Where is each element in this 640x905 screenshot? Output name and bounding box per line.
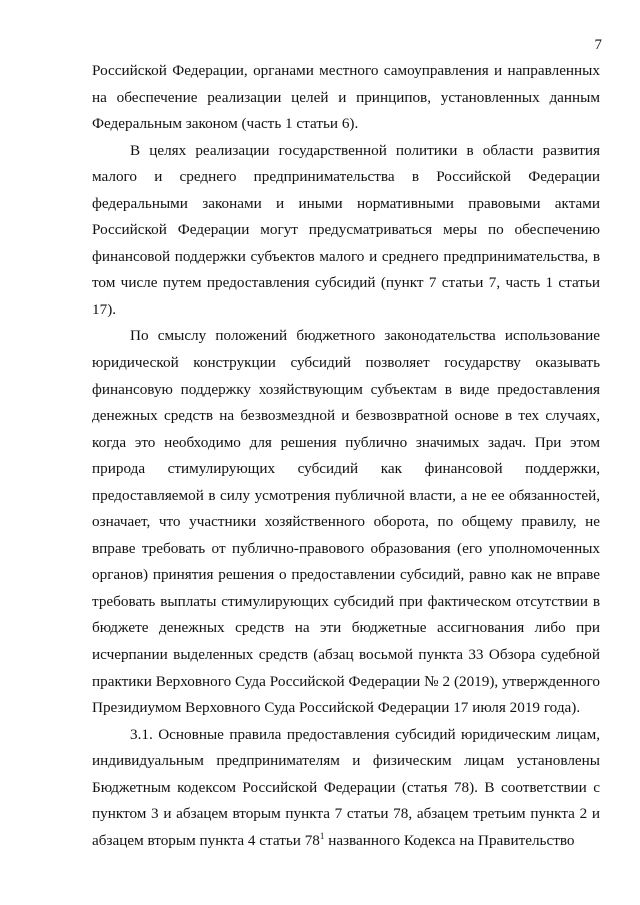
superscript-article-index: 1 bbox=[319, 830, 325, 841]
paragraph-4-text-end: названного Кодекса на Правительство bbox=[324, 831, 575, 849]
paragraph-4 bbox=[92, 722, 600, 855]
paragraph-4-text-start: 3.1. Основные правила предоставления субсидий юридическим лицам, индивидуальным предпринимателям и физическим лицам установлены Бюджетным кодексом Российской Федерации (статья 78). В соответствии с пунктом 3 и абзацем вторым пункта 7 статьи 78, абзацем третьим пункта 2 и абзацем вторым пункта 4 статьи 78 bbox=[92, 725, 600, 849]
document-body bbox=[92, 58, 600, 854]
paragraph-1: Российской Федерации, органами местного самоуправления и направленных на обеспечение реализации целей и принципов, установленных данным Федеральным законом (часть 1 статьи 6). bbox=[92, 62, 600, 133]
paragraph-2: В целях реализации государственной политики в области развития малого и среднего предпринимательства в Российской Федерации федеральными законами и иными нормативными правовыми актами Российской Федерации могут предусматриваться меры по обеспечению финансовой поддержки субъектов малого и среднего предпринимательства, в том числе путем предоставления субсидий (пункт 7 статьи 7, часть 1 статьи 17). bbox=[92, 141, 600, 318]
page-number: 7 bbox=[594, 37, 602, 53]
paragraph-3: По смыслу положений бюджетного законодательства использование юридической конструкции субсидий позволяет государству оказывать финансовую поддержку хозяйствующим субъектам в виде предоставления денежных средств на безвозмездной и безвозвратной основе в тех случаях, когда это необходимо для решения публично значимых задач. При этом природа стимулирующих субсидий как финансовой поддержки, предоставляемой в силу усмотрения публичной власти, а не ее обязанностей, означает, что участники хозяйственного оборота, по общему правилу, не вправе требовать от публично-правового образования (его уполномоченных органов) принятия решения о предоставлении субсидий, равно как не вправе требовать выплаты стимулирующих субсидий при фактическом отсутствии в бюджете денежных средств на эти бюджетные ассигнования либо при исчерпании выделенных средств (абзац восьмой пункта 33 Обзора судебной практики Верховного Суда Российской Федерации № 2 (2019), утвержденного Президиумом Верховного Суда Российской Федерации 17 июля 2019 года). bbox=[92, 327, 600, 717]
